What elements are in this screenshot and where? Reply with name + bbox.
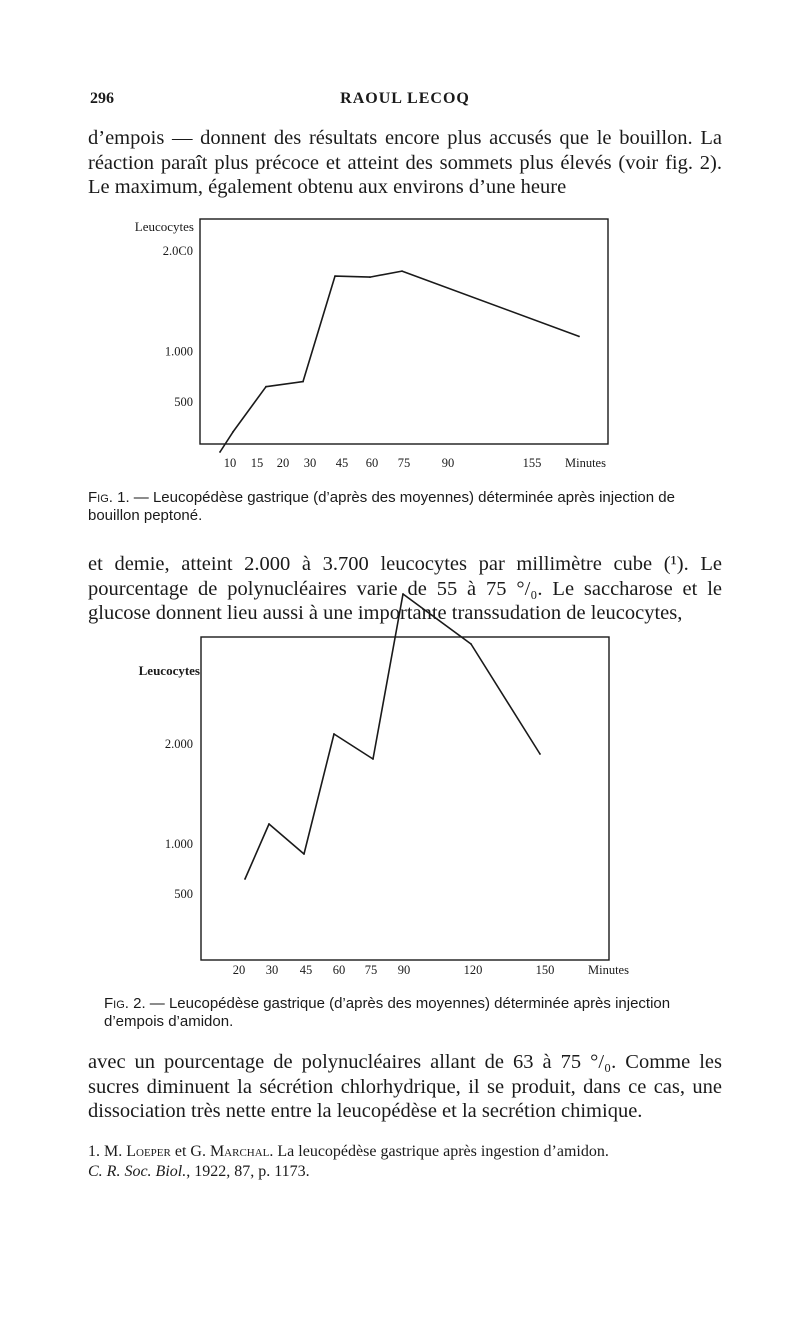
fig1-data-point — [265, 386, 267, 388]
fig1-y-axis-label: Leucocytes — [134, 219, 194, 234]
fig1-x-tick-label: 90 — [441, 456, 455, 470]
fig1-y-tick-label: 2.0C0 — [162, 244, 193, 258]
fig1-x-tick-label: 20 — [276, 456, 290, 470]
fig2-x-tick-label: 75 — [364, 963, 378, 977]
fig2-frame — [201, 637, 609, 960]
fig1-x-tick-label: 45 — [335, 456, 349, 470]
footnote-author-a: M. Loeper — [104, 1143, 171, 1160]
fig2-x-tick-label: 45 — [299, 963, 313, 977]
fig1-data-point — [578, 336, 580, 338]
figure-2-caption — [104, 995, 722, 1031]
fig2-data-point — [372, 758, 374, 760]
fig1-x-tick-label: 60 — [365, 456, 379, 470]
fig1-data-point — [302, 381, 304, 383]
paragraph-2: et demie, atteint 2.000 à 3.700 leucocytes par millimètre cube (¹). Le pourcentage de polynucléaires varie de 55 à 75 °/₀. Le saccharose et le glucose donnent lieu aussi à une importante transsudation de leucocytes, — [88, 553, 722, 624]
paragraph-1: d’empois — donnent des résultats encore plus accusés que le bouillon. La réaction paraît plus précoce et atteint des sommets plus élevés (voir fig. 2). Le maximum, également obtenu aux environs d’une heure — [88, 127, 722, 198]
fig2-y-tick-label: 1.000 — [164, 837, 193, 851]
fig2-data-point — [244, 878, 246, 880]
footnote-and: et — [174, 1143, 187, 1160]
footnote-number: 1. — [88, 1143, 100, 1160]
fig1-series-line — [220, 271, 579, 452]
fig1-y-tick-label: 500 — [174, 394, 193, 409]
fig2-y-tick-label: 500 — [174, 887, 193, 901]
fig1-data-point — [219, 451, 221, 453]
fig1-data-point — [334, 275, 336, 277]
figure-1-label: Fig. 1. — [88, 489, 130, 506]
figure-2-caption-text: — Leucopédèse gastrique (d’après des moyennes) déterminée après injection d’empois d’amidon. — [104, 995, 671, 1030]
fig1-x-axis-label: Minutes — [565, 456, 606, 470]
fig2-x-tick-label: 20 — [232, 963, 246, 977]
figure-2-label: Fig. 2. — [104, 995, 146, 1012]
fig1-x-tick-label: 75 — [397, 456, 411, 470]
fig1-x-tick-label: 15 — [250, 456, 264, 470]
fig1-x-tick-label: 155 — [522, 456, 542, 470]
fig1-y-tick-label: 1.000 — [164, 344, 193, 359]
fig1-frame — [200, 219, 608, 444]
footnote — [88, 1142, 722, 1182]
fig1-x-tick-label: 10 — [223, 456, 237, 470]
fig2-data-point — [333, 733, 335, 735]
fig1-data-point — [401, 270, 403, 272]
page-number: 296 — [90, 90, 114, 107]
fig2-x-tick-label: 120 — [463, 963, 483, 977]
fig1-data-point — [369, 276, 371, 278]
fig2-y-axis-label: Leucocytes — [138, 663, 200, 678]
fig2-y-tick-label: 2.000 — [164, 737, 193, 751]
fig1-data-point — [232, 431, 234, 433]
footnote-journal: C. R. Soc. Biol. — [88, 1163, 187, 1180]
fig2-x-tick-label: 30 — [265, 963, 279, 977]
fig1-x-tick-label: 30 — [303, 456, 317, 470]
fig2-x-tick-label: 90 — [397, 963, 411, 977]
fig2-x-axis-label: Minutes — [588, 963, 629, 977]
figure-1-caption — [88, 489, 722, 525]
fig2-data-point — [539, 753, 541, 755]
fig2-x-tick-label: 150 — [535, 963, 555, 977]
fig2-data-point — [268, 823, 270, 825]
running-title: RAOUL LECOQ — [340, 90, 470, 107]
paragraph-3: avec un pourcentage de polynucléaires allant de 63 à 75 °/₀. Comme les sucres diminuent la sécrétion chlorhydrique, il se produit, dans ce cas, une dissociation très nette entre la leucopédèse et la secrétion chimique. — [88, 1051, 722, 1122]
fig2-data-point — [303, 853, 305, 855]
fig2-data-point — [470, 643, 472, 645]
footnote-author-b: G. Marchal — [190, 1143, 270, 1160]
footnote-rest: , 1922, 87, p. 1173. — [186, 1163, 310, 1180]
figure-1-caption-text: — Leucopédèse gastrique (d’après des moyennes) déterminée après injection de bouillon peptoné. — [88, 489, 675, 524]
fig2-x-tick-label: 60 — [332, 963, 346, 977]
footnote-title: . La leucopédèse gastrique après ingestion d’amidon. — [269, 1143, 609, 1160]
